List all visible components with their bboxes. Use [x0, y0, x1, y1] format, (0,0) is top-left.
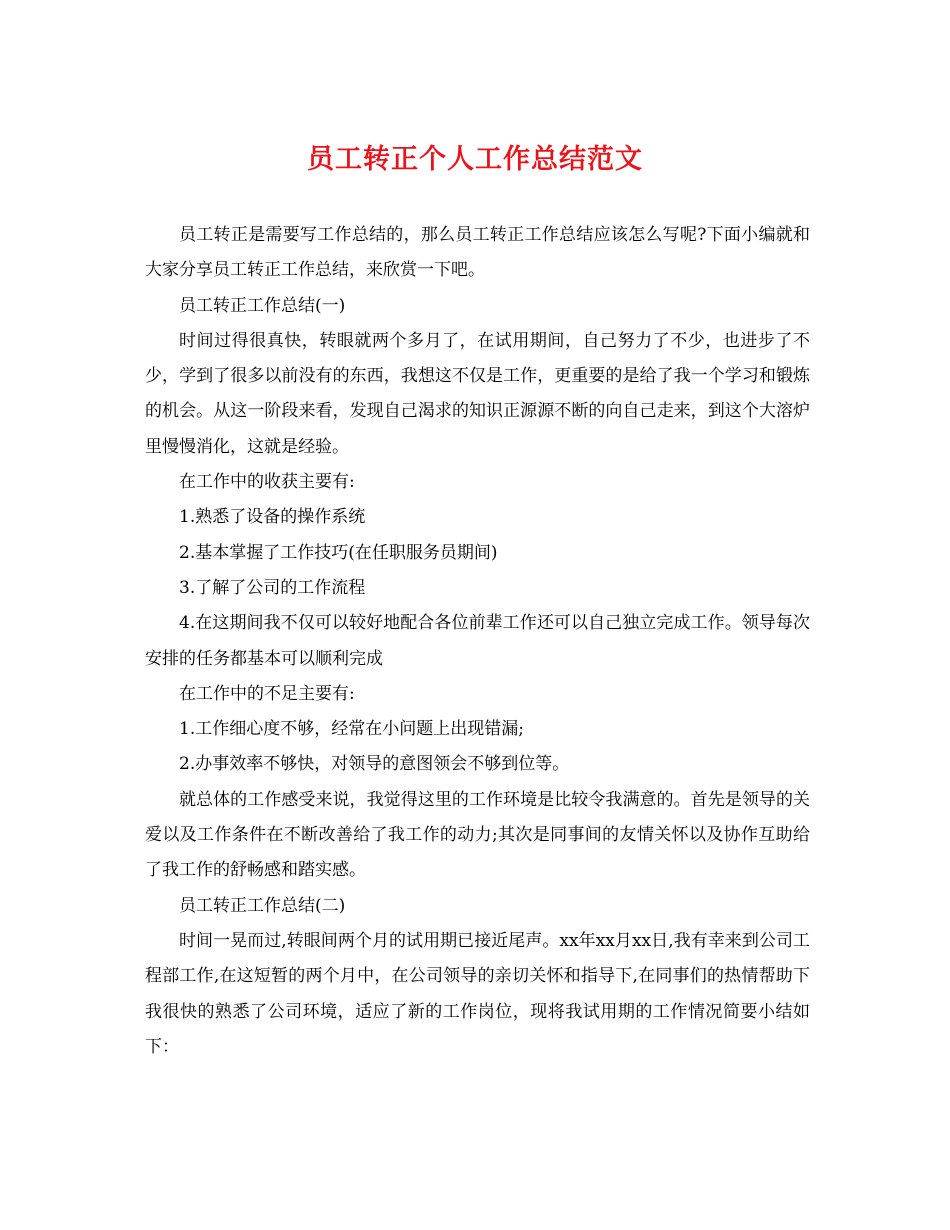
paragraph: 时间一晃而过,转眼间两个月的试用期已接近尾声。xx年xx月xx日,我有幸来到公司工程部工作,在这短暂的两个月中，在公司领导的亲切关怀和指导下,在同事们的热情帮助下我很快的熟悉了公司环境，适应了新的工作岗位，现将我试用期的工作情况简要小结如下：: [145, 930, 810, 1057]
document-body: [145, 218, 810, 1065]
list-item: 4.在这期间我不仅可以较好地配合各位前辈工作还可以自己独立完成工作。领导每次安排的任务都基本可以顺利完成: [145, 613, 810, 669]
paragraph-intro: 员工转正是需要写工作总结的，那么员工转正工作总结应该怎么写呢?下面小编就和大家分享员工转正工作总结，来欣赏一下吧。: [145, 225, 810, 281]
paragraph: 在工作中的不足主要有:: [179, 683, 355, 704]
section-heading-1: 员工转正工作总结(一): [179, 295, 346, 316]
list-item: 3.了解了公司的工作流程: [179, 577, 366, 598]
list-item: 2.办事效率不够快，对领导的意图领会不够到位等。: [179, 754, 570, 775]
document-title: 员工转正个人工作总结范文: [307, 144, 643, 175]
paragraph: 就总体的工作感受来说，我觉得这里的工作环境是比较令我满意的。首先是领导的关爱以及工作条件在不断改善给了我工作的动力;其次是同事间的友情关怀以及协作互助给了我工作的舒畅感和踏实感。: [145, 789, 810, 881]
list-item: 2.基本掌握了工作技巧(在任职服务员期间): [179, 542, 498, 563]
paragraph: 时间过得很真快，转眼就两个多月了，在试用期间，自己努力了不少，也进步了不少，学到了很多以前没有的东西，我想这不仅是工作，更重要的是给了我一个学习和锻炼的机会。从这一阶段来看，发现自己渴求的知识正源源不断的向自己走来，到这个大溶炉里慢慢消化，这就是经验。: [145, 330, 810, 457]
section-heading-2: 员工转正工作总结(二): [179, 895, 346, 916]
paragraph: 在工作中的收获主要有:: [179, 472, 355, 493]
list-item: 1.工作细心度不够，经常在小问题上出现错漏;: [179, 719, 524, 740]
list-item: 1.熟悉了设备的操作系统: [179, 507, 366, 528]
